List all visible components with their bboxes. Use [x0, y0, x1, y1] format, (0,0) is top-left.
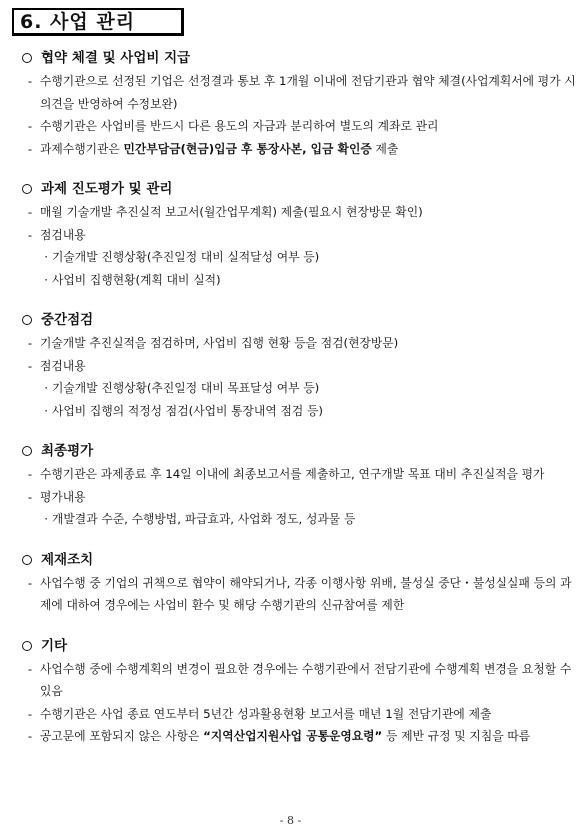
emphasis-text: “지역산업지원사업 공통운영요령”: [203, 729, 383, 743]
list-item-text: [40, 725, 576, 748]
list-item-text: 기술개발 진행상황(추진일정 대비 실적달성 여부 등): [52, 250, 320, 264]
dash-bullet: -: [27, 661, 33, 676]
dot-bullet: ·: [44, 381, 48, 395]
sub-list-item: [20, 377, 576, 400]
list-item-text: 사업수행 중 기업의 귀책으로 협약이 해약되거나, 각종 이행사항 위배, 불성실 중단・불성실실패 등의 과제에 대하여 경우에는 사업비 환수 및 해당 수행기관의 신규참여를 제한: [40, 575, 572, 612]
section-heading: [20, 179, 576, 199]
dash-bullet: -: [27, 467, 33, 481]
list-item-text: [40, 138, 576, 161]
section-heading-text: 협약 체결 및 사업비 지급: [41, 50, 191, 66]
list-item: [20, 572, 576, 617]
list-item: [20, 703, 576, 726]
sub-list-item: [20, 508, 576, 531]
circle-bullet-icon: [22, 184, 32, 194]
section-heading: [20, 441, 576, 461]
section-heading-text: 기타: [41, 637, 68, 654]
list-item-text: 기술개발 추진실적을 점검하며, 사업비 집행 현황 등을 점검(현장방문): [40, 336, 399, 350]
section-block: [20, 550, 576, 617]
dash-bullet: -: [27, 227, 33, 242]
list-item-text: 기술개발 진행상황(추진일정 대비 목표달성 여부 등): [52, 381, 320, 395]
dot-bullet: ·: [44, 512, 48, 526]
sub-list-item: [20, 246, 576, 269]
circle-bullet-icon: [22, 53, 32, 63]
list-item-text: 수행기관은 과제종료 후 14일 이내에 최종보고서를 제출하고, 연구개발 목표 대비 추진실적을 평가: [40, 467, 545, 481]
section-heading-text: 과제 진도평가 및 관리: [41, 181, 173, 197]
section-heading: [20, 48, 576, 68]
section-heading: [20, 310, 576, 330]
page-number: - 8 -: [279, 814, 302, 827]
list-item: [20, 486, 576, 509]
list-item: [20, 658, 576, 703]
section-block: [20, 48, 576, 160]
dot-bullet: ·: [44, 250, 48, 264]
dash-bullet: -: [27, 489, 33, 504]
section-heading-text: 제재조치: [41, 551, 94, 568]
list-item-text: 사업수행 중에 수행계획의 변경이 필요한 경우에는 수행기관에서 전담기관에 수행계획 변경을 요청할 수 있음: [40, 661, 572, 698]
dash-bullet: -: [27, 336, 33, 350]
list-item: [20, 224, 576, 247]
list-item-text: 사업비 집행의 적정성 점검(사업비 통장내역 점검 등): [52, 403, 324, 418]
dash-bullet: -: [27, 205, 33, 219]
list-item: [20, 355, 576, 378]
section-title: 6. 사업 관리: [12, 8, 184, 36]
section-heading-text: 중간점검: [41, 312, 94, 328]
dot-bullet: ·: [44, 403, 48, 418]
section-block: [20, 310, 576, 422]
dash-bullet: -: [27, 729, 33, 743]
dash-bullet: -: [27, 74, 33, 88]
list-item-text: 평가내용: [40, 489, 86, 504]
section-block: [20, 441, 576, 531]
list-item-text: 개발결과 수준, 수행방법, 파급효과, 사업화 정도, 성과물 등: [52, 512, 356, 526]
list-item: [20, 70, 576, 115]
dash-bullet: -: [27, 706, 33, 721]
text-segment: 공고문에 포함되지 않은 사항은: [40, 729, 204, 743]
text-segment: 제출: [371, 141, 399, 156]
dash-bullet: -: [27, 575, 33, 590]
text-segment: 등 제반 규정 및 지침을 따름: [382, 729, 531, 743]
document-body: [20, 48, 576, 767]
section-block: [20, 179, 576, 291]
text-segment: 과제수행기관은: [40, 141, 124, 156]
list-item-text: 수행기관은 사업비를 반드시 다른 용도의 자금과 분리하여 별도의 계좌로 관리: [40, 119, 439, 133]
circle-bullet-icon: [22, 315, 32, 325]
dash-bullet: -: [27, 358, 33, 373]
list-item: [20, 463, 576, 486]
list-item-text: 점검내용: [40, 358, 86, 373]
list-item: [20, 138, 576, 161]
section-heading: [20, 550, 576, 570]
section-block: [20, 636, 576, 748]
list-item-text: 점검내용: [40, 227, 86, 242]
section-heading-text: 최종평가: [41, 443, 94, 459]
circle-bullet-icon: [22, 446, 32, 456]
dot-bullet: ·: [44, 272, 48, 287]
list-item: [20, 115, 576, 138]
list-item-text: 사업비 집행현황(계획 대비 실적): [52, 272, 221, 287]
dash-bullet: -: [27, 119, 33, 133]
dash-bullet: -: [27, 141, 33, 156]
list-item: [20, 201, 576, 224]
list-item: [20, 725, 576, 748]
emphasis-text: 민간부담금(현금)입금 후 통장사본, 입금 확인증: [123, 141, 372, 156]
sub-list-item: [20, 400, 576, 423]
circle-bullet-icon: [22, 641, 32, 651]
list-item-text: 수행기관으로 선정된 기업은 선정결과 통보 후 1개월 이내에 전담기관과 협약 체결(사업계획서에 평가 시 의견을 반영하여 수정보완): [40, 74, 576, 111]
section-heading: [20, 636, 576, 656]
list-item-text: 수행기관은 사업 종료 연도부터 5년간 성과활용현황 보고서를 매년 1월 전담기관에 제출: [40, 706, 492, 721]
list-item-text: 매월 기술개발 추진실적 보고서(월간업무계획) 제출(필요시 현장방문 확인): [40, 205, 423, 219]
sub-list-item: [20, 269, 576, 292]
list-item: [20, 332, 576, 355]
circle-bullet-icon: [22, 555, 32, 565]
